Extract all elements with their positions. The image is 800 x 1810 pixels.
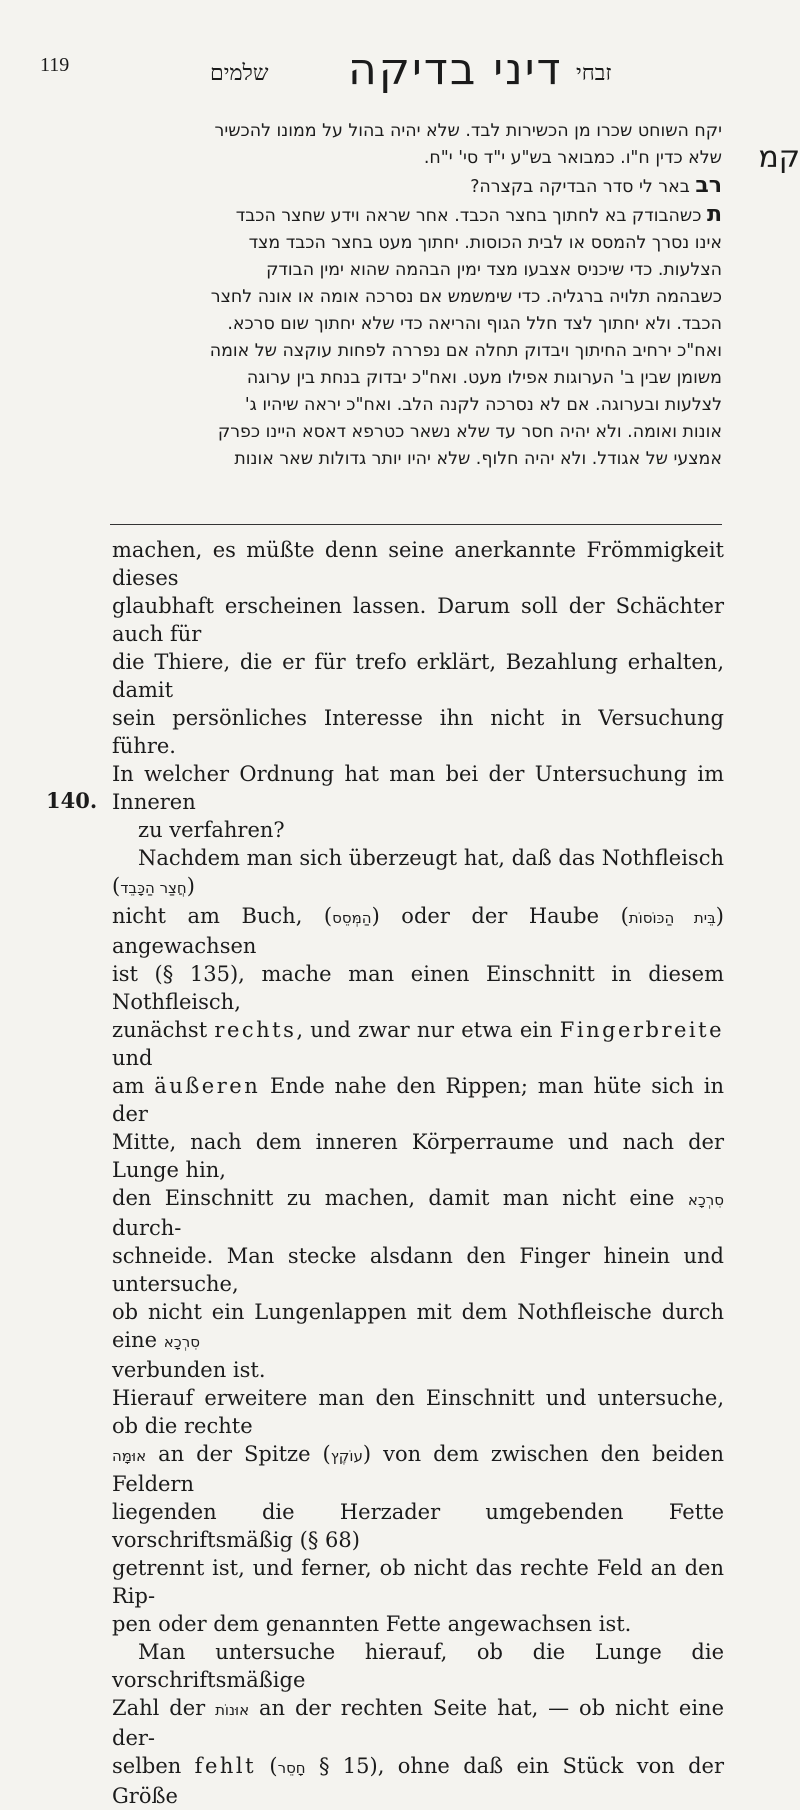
emphasis-text: fehlt [194, 1754, 257, 1778]
hebrew-line: אמצעי של אגודל. ולא יהיה חלוף. שלא יהיו יותר גדולות שאר אונות [234, 449, 722, 469]
hebrew-line: הכבד. ולא יחתוך לצד חלל הגוף והריאה כדי שלא יחתוך שום סרכא. [227, 314, 722, 334]
german-line: verbunden ist. [112, 1358, 266, 1382]
hebrew-term: אוּנוֹת [215, 1701, 250, 1719]
german-line: selben fehlt (חָסֵר § 15), ohne daß ein Stück von der Größe [112, 1754, 724, 1808]
german-line: Zahl der אוּנוֹת an der rechten Seite hat, — ob nicht eine der- [112, 1696, 724, 1750]
hebrew-line: הצלעות. כדי שיכניס אצבעו מצד ימין הבהמה שהוא ימין הבודק [266, 260, 722, 280]
german-line: אוּמָּה an der Spitze (עוֹקֶץ) von dem zwischen den beiden Feldern [112, 1442, 724, 1496]
hebrew-line: כשבהמה תלויה ברגליה. כדי שימשמש אם נסרכה אומה או אונה לחצר [210, 287, 722, 307]
divider-rule [110, 524, 722, 525]
german-line: liegenden die Herzader umgebenden Fette vorschriftsmäßig (§ 68) [112, 1500, 724, 1552]
german-line: den Einschnitt zu machen, damit man nicht eine סִרְכָא durch- [112, 1186, 724, 1240]
section-number: 140. [46, 788, 98, 813]
emphasis-text: äußeren [154, 1074, 261, 1098]
german-line: ob nicht ein Lungenlappen mit dem Nothfleische durch eine סִרְכָא [112, 1300, 724, 1352]
hebrew-line: לצלעות ובערוגה. אם לא נסרכה לקנה הלב. ואח"כ יראה שיהיו ג' [244, 395, 722, 415]
hebrew-line: אונות ואומה. ולא יהיה חסר עד שלא נשאר כטרפא דאסא היינו כפרק [217, 422, 722, 442]
header-left-word: שלמים [210, 61, 269, 86]
german-line: Nachdem man sich überzeugt hat, daß das Nothfleisch (חֲצַר הַכָּבֵד) [112, 846, 724, 898]
german-line: ist (§ 135), mache man einen Einschnitt in diesem Nothfleisch, [112, 962, 724, 1014]
hebrew-term: סִרְכָא [163, 1333, 200, 1351]
german-line: zunächst rechts, und zwar nur etwa ein Fingerbreite und [112, 1018, 725, 1070]
hebrew-line: שלא כדין ח"ו. כמבואר בש"ע י"ד סי' י"ח. [423, 148, 722, 168]
hebrew-term: חָסֵר [277, 1759, 306, 1777]
german-line: pen oder dem genannten Fette angewachsen ist. [112, 1612, 632, 1636]
german-line: Hierauf erweitere man den Einschnitt und untersuche, ob die rechte [112, 1386, 724, 1438]
german-question-line: In welcher Ordnung hat man bei der Untersuchung im Inneren [112, 762, 724, 814]
running-header [40, 44, 760, 104]
hebrew-line: יקח השוחט שכרו מן הכשירות לבד. שלא יהיה בהול על ממונו להכשיר [214, 121, 722, 141]
hebrew-term: הַמְּסֵס [332, 909, 372, 927]
hebrew-line [112, 172, 722, 201]
german-line: sein persönliches Interesse ihn nicht in Versuchung führe. [112, 706, 724, 758]
emphasis-text: Fingerbreite [559, 1018, 725, 1042]
hebrew-text-block [112, 118, 722, 473]
answer-marker-text: ת [706, 202, 722, 227]
german-line: am äußeren Ende nahe den Rippen; man hüte sich in der [112, 1074, 725, 1126]
german-question-line: zu verfahren? [138, 818, 285, 842]
hebrew-term: עוֹקֶץ [330, 1447, 363, 1465]
hebrew-answer-start: כשהבודק בא לחתוך בחצר הכבד. אחר שראה וידע שחצר הכבד [235, 206, 702, 226]
header-right-word: זבחי [576, 61, 612, 86]
hebrew-term: בֵּית הַכּוֹסוֹת [628, 909, 716, 927]
hebrew-line: אינו נסרך להמסס או לבית הכוסות. יחתוך מעט בחצר הכבד מצד [248, 233, 722, 253]
german-line: machen, es müßte denn seine anerkannte Frömmigkeit dieses [112, 538, 724, 590]
hebrew-term: סִרְכָא [687, 1191, 724, 1209]
german-text-block [112, 536, 724, 1810]
german-line: Mitte, nach dem inneren Körperraume und nach der Lunge hin, [112, 1130, 724, 1182]
hebrew-term: חֲצַר הַכָּבֵד [120, 879, 187, 897]
hebrew-line [112, 201, 722, 230]
margin-section-number: קמ [758, 140, 800, 175]
question-marker-text: רב [695, 173, 722, 198]
german-line: schneide. Man stecke alsdann den Finger hinein und untersuche, [112, 1244, 724, 1296]
german-line: die Thiere, die er für trefo erklärt, Bezahlung erhalten, damit [112, 650, 724, 702]
german-line: getrennt ist, und ferner, ob nicht das rechte Feld an den Rip- [112, 1556, 724, 1608]
german-line: nicht am Buch, (הַמְּסֵס) oder der Haube (בֵּית הַכּוֹסוֹת) angewachsen [112, 904, 724, 958]
header-title: דיני בדיקה [348, 44, 563, 95]
hebrew-line: ואח"כ ירחיב החיתוך ויבדוק תחלה אם נפררה לפחות עוקצה של אומה [209, 341, 722, 361]
hebrew-question: באר לי סדר הבדיקה בקצרה? [470, 177, 690, 197]
hebrew-line: משומן שבין ב' הערוגות אפילו מעט. ואח"כ יבדוק בנחת בין ערוגה [246, 368, 722, 388]
page-number: 119 [40, 54, 70, 76]
hebrew-term: אוּמָּה [112, 1447, 147, 1465]
german-line: glaubhaft erscheinen lassen. Darum soll der Schächter auch für [112, 594, 724, 646]
emphasis-text: rechts [214, 1018, 297, 1042]
german-line: Man untersuche hierauf, ob die Lunge die vorschriftsmäßige [112, 1640, 724, 1692]
